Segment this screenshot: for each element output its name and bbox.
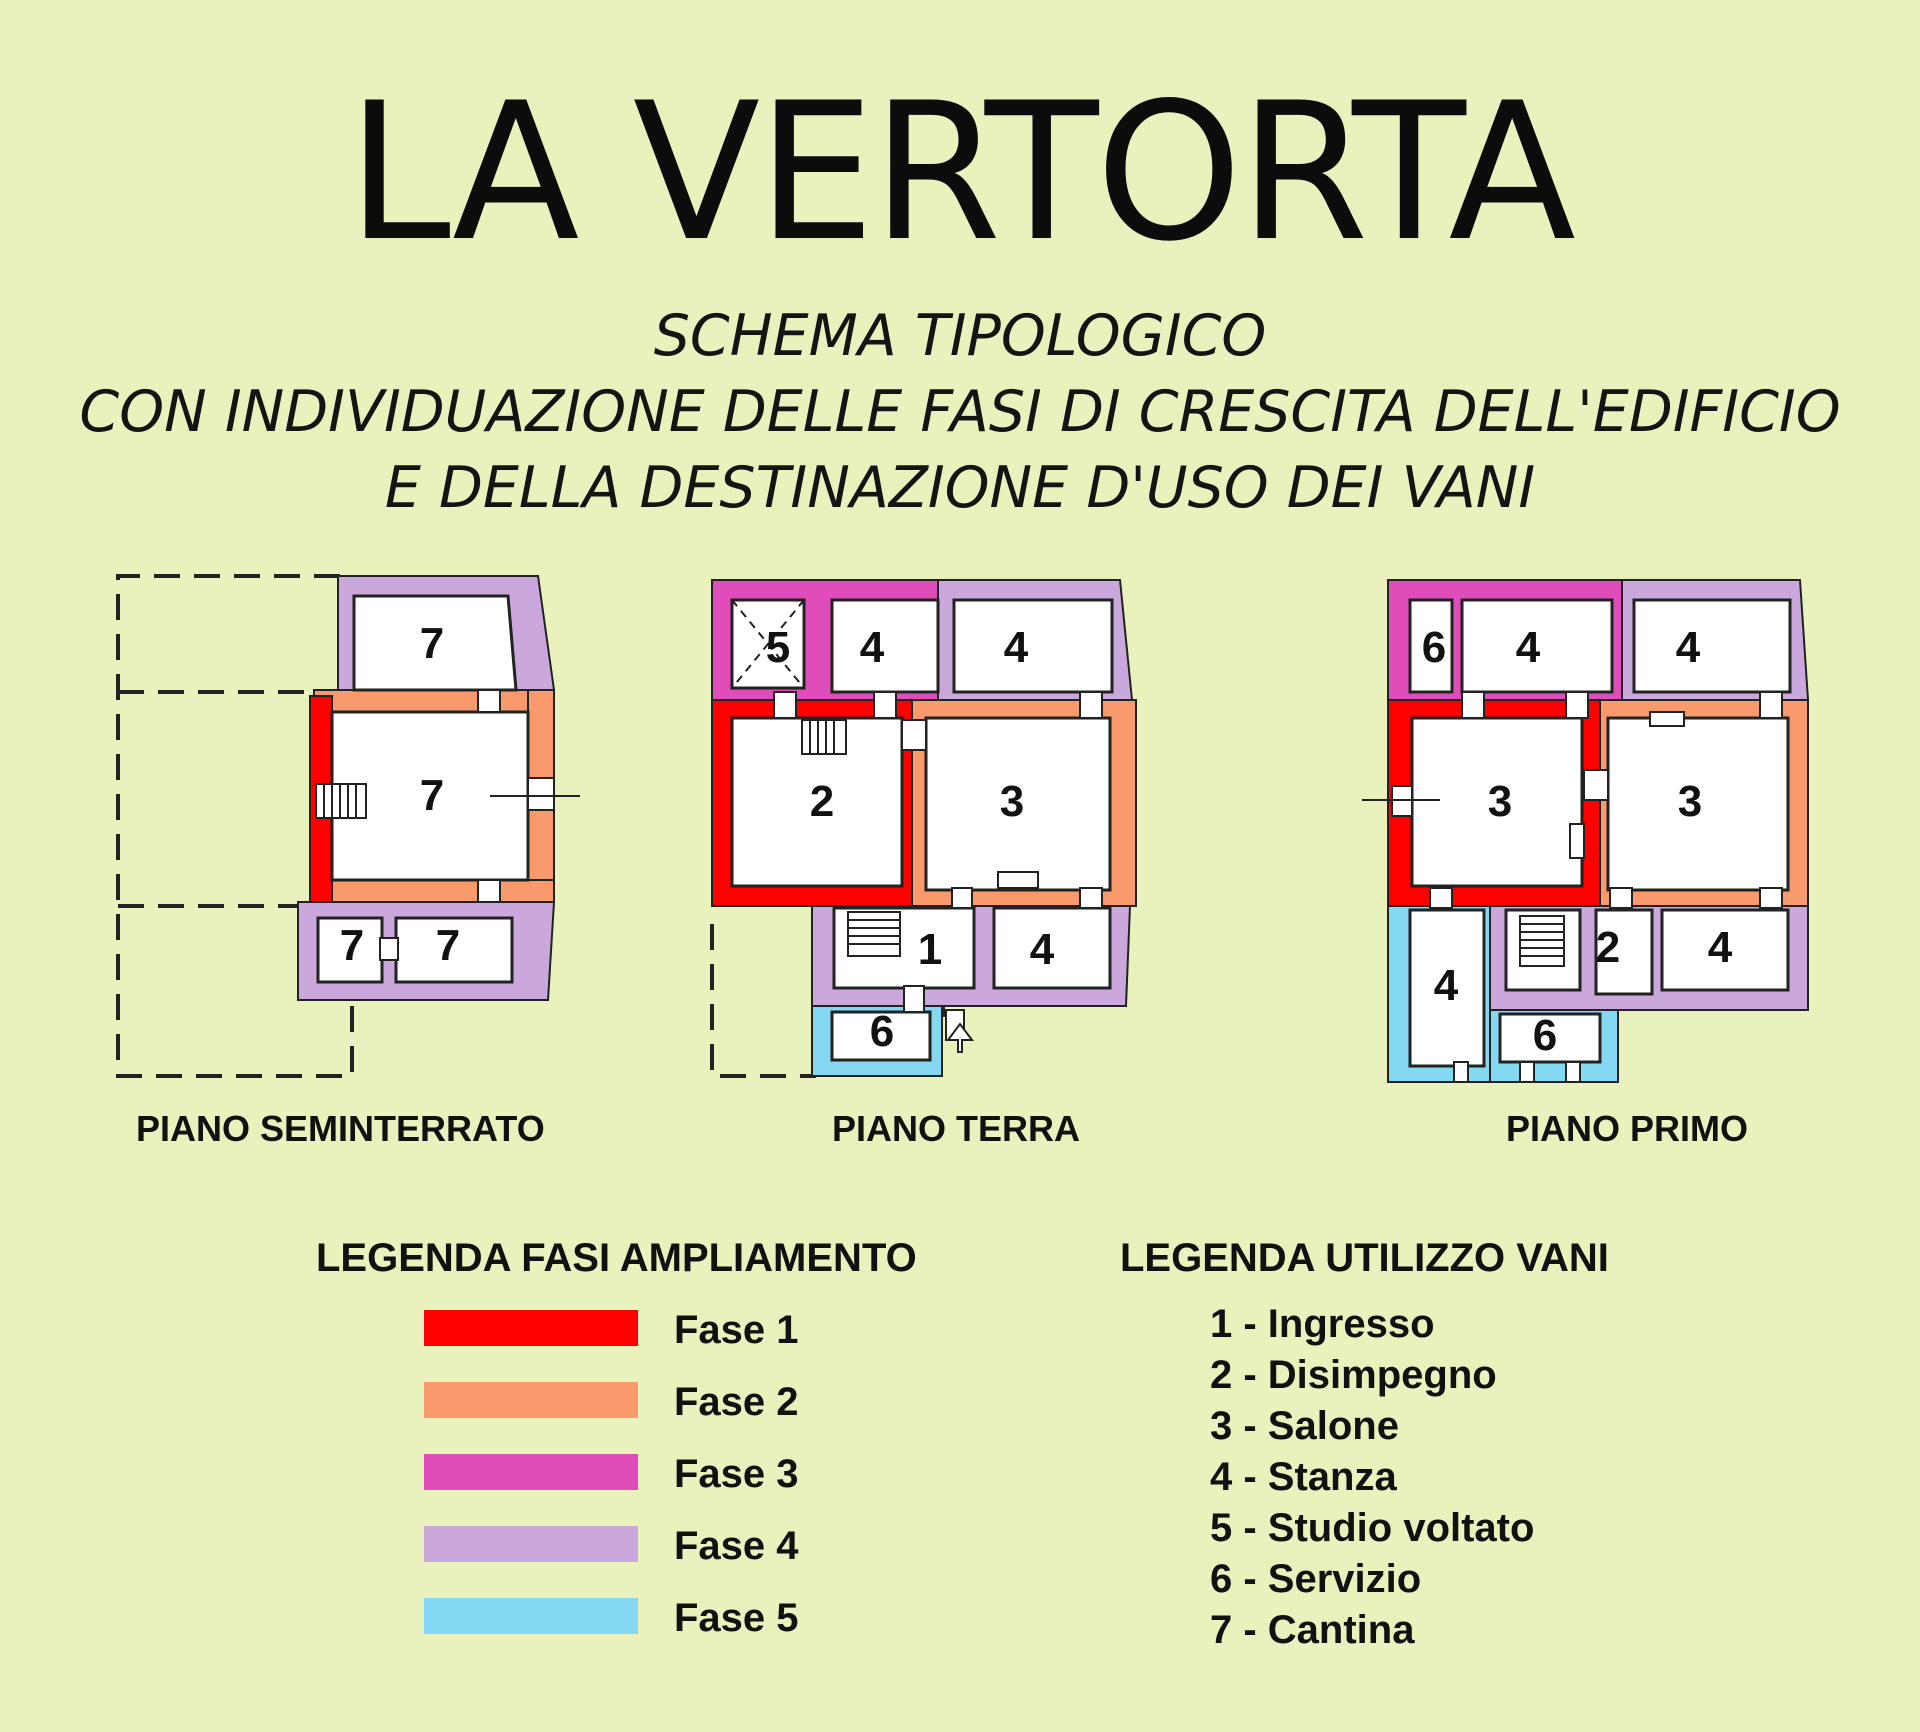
room-label: 7 xyxy=(419,619,445,668)
subtitle-line-3: E DELLA DESTINAZIONE D'USO DEI VANI xyxy=(384,455,1536,521)
legend-swatch-fase-5 xyxy=(424,1598,638,1634)
plan-seminterrato xyxy=(118,576,580,1076)
room-label: 6 xyxy=(1532,1011,1558,1060)
room-label: 4 xyxy=(859,623,885,672)
wall-phase2 xyxy=(314,880,554,902)
legend-use-item: 2 - Disimpegno xyxy=(1210,1353,1497,1397)
wall-phase2 xyxy=(314,690,554,712)
room-label: 4 xyxy=(1675,623,1701,672)
subtitle-line-2: CON INDIVIDUAZIONE DELLE FASI DI CRESCITA DELL'EDIFICIO xyxy=(79,379,1841,445)
floor-label-primo: PIANO PRIMO xyxy=(1506,1108,1749,1149)
legend-swatch-fase-2 xyxy=(424,1382,638,1418)
legend-use-item: 6 - Servizio xyxy=(1210,1557,1422,1601)
legend-label-fase-5: Fase 5 xyxy=(674,1596,799,1640)
legend-label-fase-1: Fase 1 xyxy=(674,1308,799,1352)
room-label: 1 xyxy=(917,925,943,974)
legend-swatch-fase-1 xyxy=(424,1310,638,1346)
room-label: 4 xyxy=(1029,925,1055,974)
staircase-icon xyxy=(1520,916,1564,966)
floor-label-seminterrato: PIANO SEMINTERRATO xyxy=(136,1108,545,1149)
room-label: 7 xyxy=(435,921,461,970)
floor-label-terra: PIANO TERRA xyxy=(832,1108,1081,1149)
room-label: 4 xyxy=(1433,961,1459,1010)
legend-use-item: 7 - Cantina xyxy=(1210,1608,1415,1652)
legend-uses-title: LEGENDA UTILIZZO VANI xyxy=(1120,1236,1609,1280)
room-label: 3 xyxy=(999,777,1025,826)
room-label: 4 xyxy=(1707,923,1733,972)
room-label: 2 xyxy=(809,777,835,826)
legend-use-item: 1 - Ingresso xyxy=(1210,1302,1435,1346)
fireplace xyxy=(1570,824,1584,858)
room-label: 3 xyxy=(1677,777,1703,826)
page-title: LA VERTORTA xyxy=(347,62,1573,283)
room-label: 2 xyxy=(1595,923,1621,972)
legend-use-item: 4 - Stanza xyxy=(1210,1455,1397,1499)
legend-use-item: 5 - Studio voltato xyxy=(1210,1506,1535,1550)
room-label: 4 xyxy=(1003,623,1029,672)
room-label: 4 xyxy=(1515,623,1541,672)
demolished-outline xyxy=(712,924,816,1076)
staircase-icon xyxy=(316,784,366,818)
room-label: 3 xyxy=(1487,777,1513,826)
legend-phases-title: LEGENDA FASI AMPLIAMENTO xyxy=(316,1236,917,1280)
legend-label-fase-3: Fase 3 xyxy=(674,1452,799,1496)
subtitle-line-1: SCHEMA TIPOLOGICO xyxy=(653,303,1267,369)
room-label: 7 xyxy=(419,771,445,820)
room-label: 6 xyxy=(869,1007,895,1056)
fireplace xyxy=(1650,712,1684,726)
legend-swatch-fase-3 xyxy=(424,1454,638,1490)
fireplace xyxy=(998,872,1038,888)
legend-label-fase-4: Fase 4 xyxy=(674,1524,799,1568)
room-label: 7 xyxy=(339,921,365,970)
room-label: 6 xyxy=(1421,623,1447,672)
room-label: 5 xyxy=(765,623,791,672)
legend-swatch-fase-4 xyxy=(424,1526,638,1562)
legend-use-item: 3 - Salone xyxy=(1210,1404,1399,1448)
legend-label-fase-2: Fase 2 xyxy=(674,1380,799,1424)
